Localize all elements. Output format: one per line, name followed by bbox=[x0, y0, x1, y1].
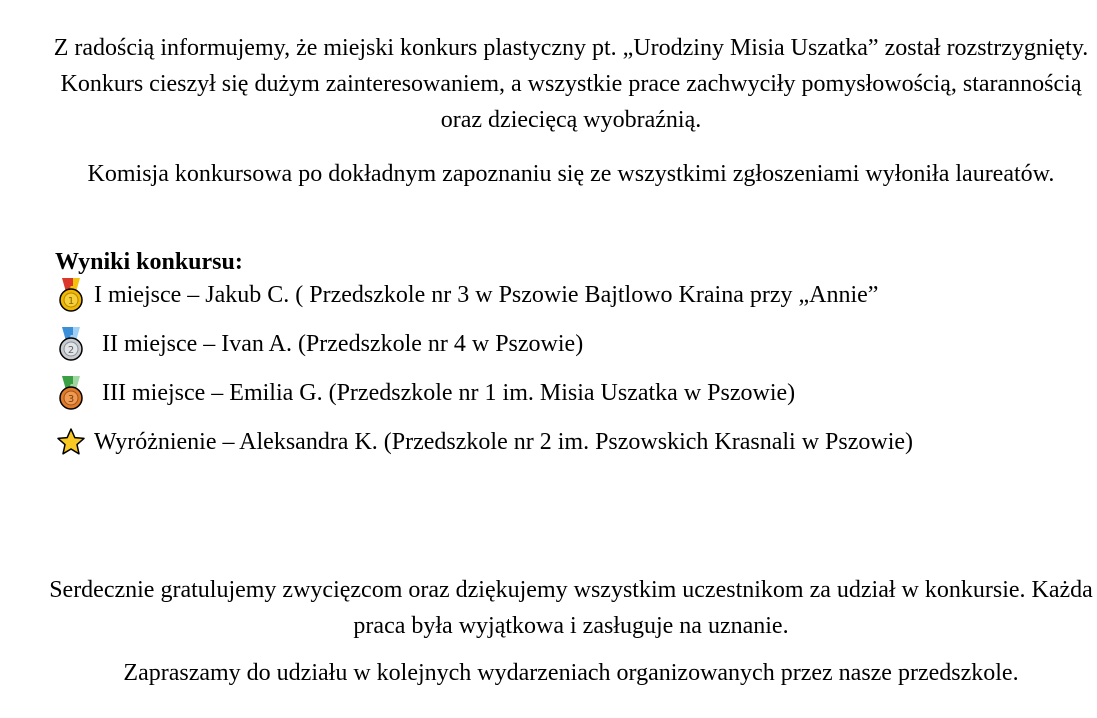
result-item-label: II miejsce – Ivan A. (Przedszkole nr 4 w Pszowie) bbox=[102, 331, 584, 357]
svg-text:3: 3 bbox=[67, 394, 75, 405]
result-item-third-place bbox=[56, 375, 795, 411]
result-item-second-place bbox=[56, 326, 583, 362]
silver-medal-icon bbox=[56, 327, 86, 361]
gold-medal-icon bbox=[56, 278, 86, 312]
bronze-medal-icon bbox=[56, 376, 86, 410]
svg-text:2: 2 bbox=[67, 345, 75, 356]
result-item-label: III miejsce – Emilia G. (Przedszkole nr 1 im. Misia Uszatka w Pszowie) bbox=[102, 380, 796, 406]
svg-text:1: 1 bbox=[67, 296, 75, 307]
star-icon bbox=[56, 425, 86, 459]
result-item-label: I miejsce – Jakub C. ( Przedszkole nr 3 w Pszowie Bajtlowo Kraina przy „Annie” bbox=[94, 282, 879, 308]
result-item-first-place bbox=[56, 277, 878, 313]
closing-paragraph-2: Zapraszamy do udziału w kolejnych wydarzeniach organizowanych przez nasze przedszkole. bbox=[123, 660, 1019, 686]
results-heading: Wyniki konkursu: bbox=[55, 249, 243, 275]
intro-paragraph-2: Komisja konkursowa po dokładnym zapoznaniu się ze wszystkimi zgłoszeniami wyłoniła laureatów. bbox=[87, 161, 1055, 187]
intro-paragraph-1: Z radością informujemy, że miejski konkurs plastyczny pt. „Urodziny Misia Uszatka” został rozstrzygnięty. Konkurs cieszył się dużym zainteresowaniem, a wszystkie prace zachwyciły pomysłowością, starannością oraz dziecięcą wyobraźnią. bbox=[53, 35, 1089, 133]
closing-paragraph-1: Serdecznie gratulujemy zwycięzcom oraz dziękujemy wszystkim uczestnikom za udział w konkursie. Każda praca była wyjątkowa i zasługuje na uznanie. bbox=[49, 577, 1093, 639]
result-item-label: Wyróżnienie – Aleksandra K. (Przedszkole nr 2 im. Pszowskich Krasnali w Pszowie) bbox=[94, 429, 914, 455]
result-item-honorable-mention bbox=[56, 424, 913, 460]
